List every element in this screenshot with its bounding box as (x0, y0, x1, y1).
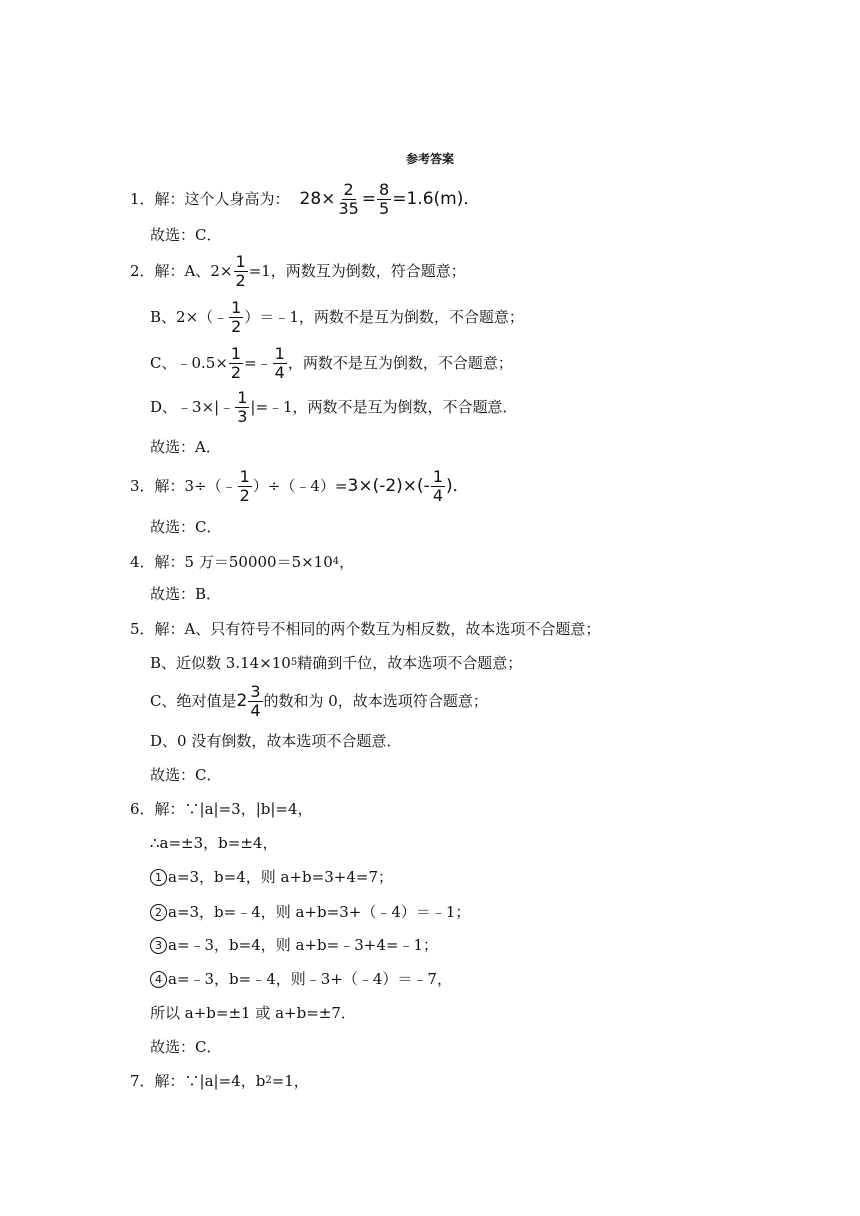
q6-case-4: 4 a=﹣3，b=﹣4，则﹣3+（﹣4）＝﹣7， (150, 956, 452, 1002)
q5-line-c: C、绝对值是 2 $\frac{3}{4}$ 的数和为 0，故本选项符合题意； (150, 681, 488, 720)
q2-line-a: 2．解：A、2× $\frac{1}{2}$ =1，两数互为倒数，符合题意； (130, 251, 466, 290)
q6-answer: 故选：C． (150, 1037, 222, 1056)
q2-d-fraction: $\frac{1}{3}$ (237, 387, 248, 426)
q5-line-a: 5．解：A、只有符号不相同的两个数互为相反数，故本选项不合题意； (130, 619, 601, 638)
q5-line-b: B、近似数 3.14×10 5 精确到千位，故本选项不合题意； (150, 653, 523, 672)
q6-case-2: 2 a=3，b=﹣4，则 a+b=3+（﹣4）＝﹣1； (150, 889, 470, 935)
q3-fraction-1: $\frac{1}{2}$ (239, 466, 250, 505)
q2-line-c: C、﹣0.5× $\frac{1}{2}$ =﹣ $\frac{1}{4}$ ，两数不是互为倒数，不合题意； (150, 343, 513, 382)
q2-line-b: B、2×（﹣ $\frac{1}{2}$ ）＝﹣1，两数不是互为倒数，不合题意； (150, 297, 524, 336)
q1-fraction-2: $\frac{8}{5}$ (379, 179, 390, 218)
q2-a-fraction: $\frac{1}{2}$ (235, 251, 246, 290)
q1-answer: 故选：C． (150, 225, 222, 244)
q2-b-fraction: $\frac{1}{2}$ (231, 297, 242, 336)
q3-fraction-2: $\frac{1}{4}$ (432, 466, 444, 505)
q5-answer: 故选：C． (150, 765, 222, 784)
circled-number-icon: 3 (150, 937, 167, 954)
q5-line-d: D、0 没有倒数，故本选项不合题意． (150, 731, 402, 750)
q4-line: 4．解：5 万＝50000＝5×10 4 ， (130, 552, 355, 571)
q6-line-2: ∴a=±3，b=±4， (150, 833, 278, 852)
circled-number-icon: 4 (150, 971, 167, 988)
q6-case-3: 3 a=﹣3，b=4，则 a+b=﹣3+4=﹣1； (150, 922, 438, 968)
page-title: 参考答案 (405, 152, 454, 166)
q2-answer: 故选：A． (150, 437, 221, 456)
q4-answer: 故选：B． (150, 584, 222, 603)
q2-c-fraction-2: $\frac{1}{4}$ (274, 343, 285, 382)
q2-c-fraction-1: $\frac{1}{2}$ (230, 343, 242, 382)
q6-line-1: 6．解：∵|a|=3，|b|=4， (130, 799, 313, 818)
q1-eq-tail: =1.6(m)． (392, 188, 481, 209)
q1-eq-mid: = (361, 188, 377, 209)
q1-fraction-1: $\frac{2}{35}$ (338, 179, 359, 218)
q3-answer: 故选：C． (150, 517, 222, 536)
circled-number-icon: 2 (150, 904, 167, 921)
q1-text: 1．解：这个人身高为： (130, 189, 290, 208)
q5-mixed-number: 2 $\frac{3}{4}$ (236, 681, 261, 720)
q1-eq-lead: 28× (299, 188, 336, 209)
circled-number-icon: 1 (150, 869, 167, 886)
q7-line: 7．解：∵|a|=4，b 2 =1， (130, 1071, 309, 1090)
q6-conclusion: 所以 a+b=±1 或 a+b=±7． (150, 1003, 356, 1022)
q3-line: 3．解：3÷（﹣ $\frac{1}{2}$ ）÷（﹣4）= 3×(-2)×(- $\frac{1}{4}$ )． (130, 466, 470, 505)
q6-case-1: 1 a=3，b=4，则 a+b=3+4=7； (150, 854, 393, 900)
q2-line-d: D、﹣3×|﹣ $\frac{1}{3}$ |=﹣1，两数不是互为倒数，不合题意． (150, 387, 518, 426)
